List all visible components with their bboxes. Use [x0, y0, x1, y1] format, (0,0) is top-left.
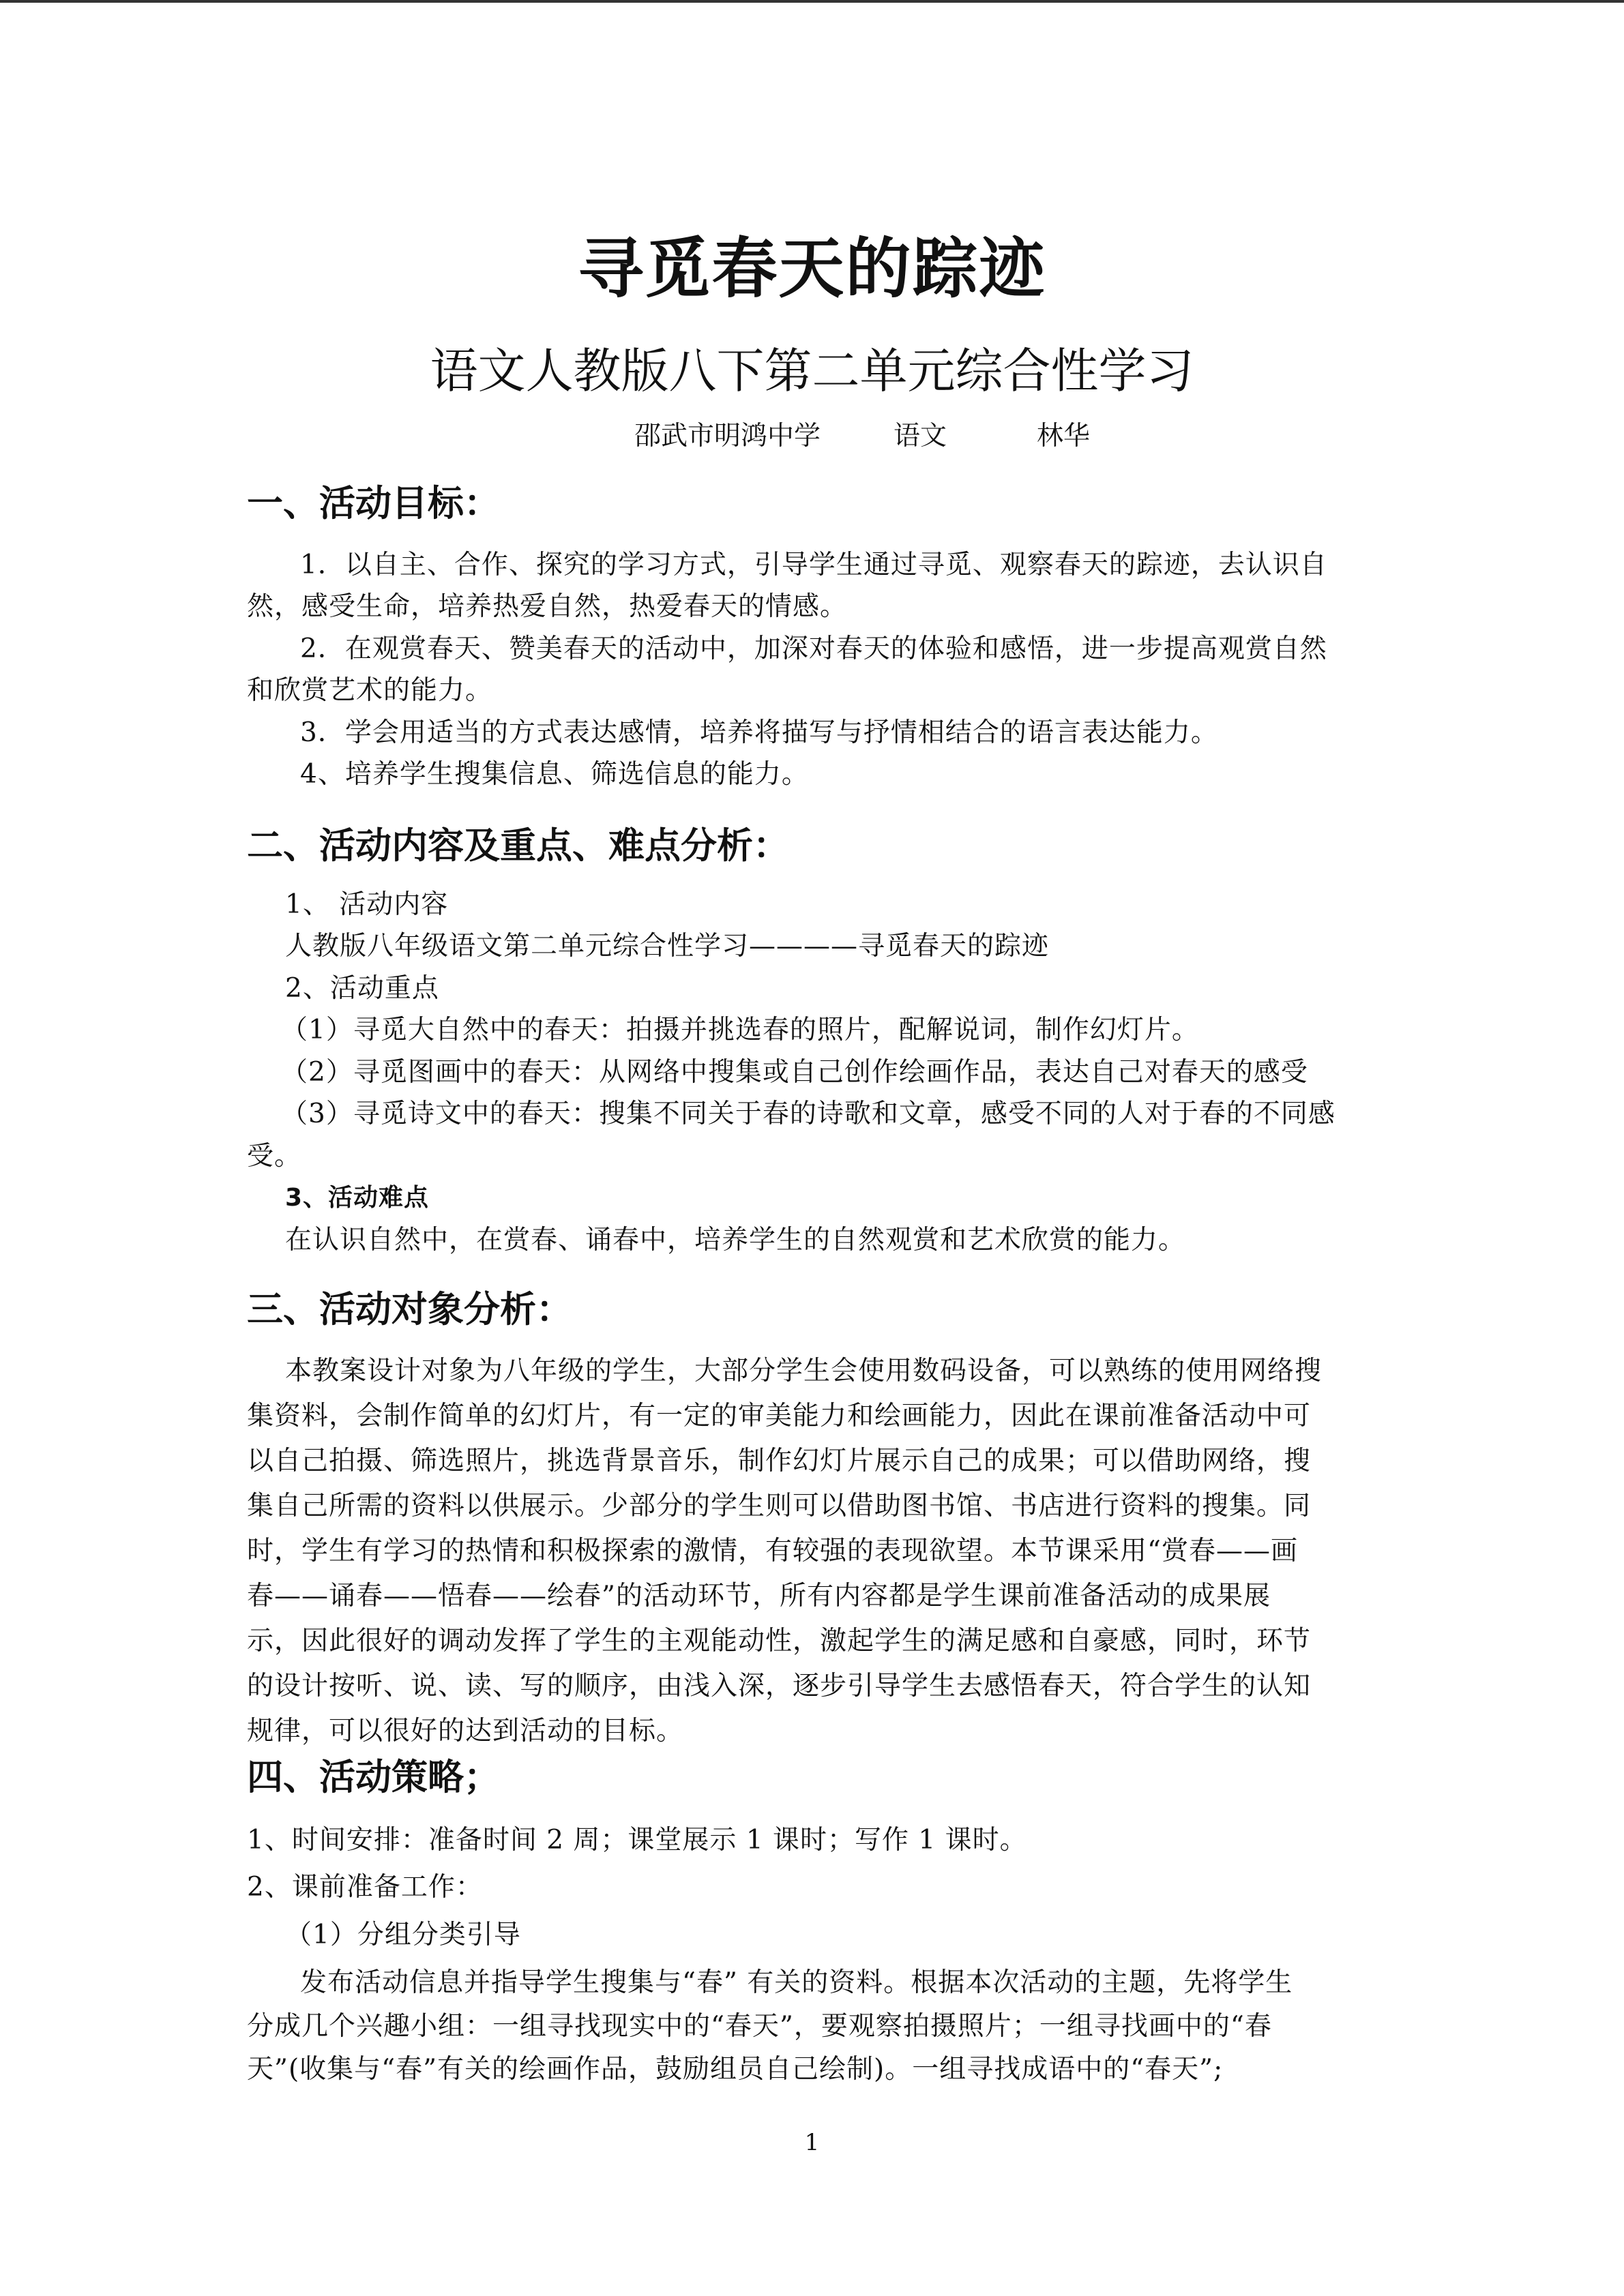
paragraph-line: 示，因此很好的调动发挥了学生的主观能动性，激起学生的满足感和自豪感，同时，环节	[247, 1626, 1312, 1656]
paragraph-line: 集自己所需的资料以供展示。少部分的学生则可以借助图书馆、书店进行资料的搜集。同	[247, 1491, 1312, 1521]
paragraph-line: 的设计按听、说、读、写的顺序，由浅入深，逐步引导学生去感悟春天，符合学生的认知	[247, 1671, 1312, 1701]
paragraph-line: 在认识自然中，在赏春、诵春中，培养学生的自然观赏和艺术欣赏的能力。	[285, 1225, 1186, 1255]
paragraph-line: 时，学生有学习的热情和积极探索的激情，有较强的表现欲望。本节课采用“赏春——画	[247, 1536, 1298, 1566]
paragraph-line-bold: 3、活动难点	[285, 1184, 430, 1212]
author-school: 邵武市明鸿中学	[634, 421, 821, 451]
paragraph-line: （1）分组分类引导	[285, 1920, 521, 1950]
paragraph-line: 2．在观赏春天、赞美春天的活动中，加深对春天的体验和感悟，进一步提高观赏自然	[300, 633, 1327, 664]
page-number: 1	[804, 2129, 820, 2156]
paragraph-line: （3）寻觅诗文中的春天：搜集不同关于春的诗歌和文章，感受不同的人对于春的不同感	[281, 1099, 1335, 1129]
paragraph-line: 3．学会用适当的方式表达感情，培养将描写与抒情相结合的语言表达能力。	[300, 717, 1218, 748]
paragraph-line: 1、 活动内容	[285, 889, 449, 920]
paragraph-line: （1）寻觅大自然中的春天：拍摄并挑选春的照片，配解说词，制作幻灯片。	[281, 1015, 1199, 1045]
paragraph-line: （2）寻觅图画中的春天：从网络中搜集或自己创作绘画作品，表达自己对春天的感受	[281, 1057, 1308, 1088]
paragraph-line: 受。	[247, 1141, 302, 1172]
paragraph-line: 以自己拍摄、筛选照片，挑选背景音乐，制作幻灯片展示自己的成果；可以借助网络，搜	[247, 1446, 1312, 1476]
paragraph-line: 规律，可以很好的达到活动的目标。	[247, 1716, 684, 1746]
author-name: 林华	[1037, 421, 1091, 451]
paragraph-line: 和欣赏艺术的能力。	[247, 675, 493, 706]
document-subtitle: 语文人教版八下第二单元综合性学习	[430, 343, 1194, 399]
paragraph-line: 1．以自主、合作、探究的学习方式，引导学生通过寻觅、观察春天的踪迹，去认识自	[300, 550, 1327, 580]
paragraph-line: 分成几个兴趣小组：一组寻找现实中的“春天”，要观察拍摄照片；一组寻找画中的“春	[247, 2011, 1272, 2042]
paragraph-line: 集资料，会制作简单的幻灯片，有一定的审美能力和绘画能力，因此在课前准备活动中可	[247, 1401, 1312, 1431]
paragraph-line: 然，感受生命，培养热爱自然，热爱春天的情感。	[247, 591, 848, 622]
paragraph-line: 2、活动重点	[285, 973, 439, 1004]
paragraph-line: 2、课前准备工作：	[247, 1872, 483, 1903]
document-title: 寻觅春天的踪迹	[578, 230, 1046, 307]
paragraph-line: 4、培养学生搜集信息、筛选信息的能力。	[300, 759, 809, 790]
section-heading: 四、活动策略；	[247, 1757, 500, 1798]
top-border-line	[0, 0, 1624, 3]
section-heading: 一、活动目标：	[247, 483, 500, 524]
paragraph-line: 本教案设计对象为八年级的学生，大部分学生会使用数码设备，可以熟练的使用网络搜	[285, 1356, 1323, 1386]
paragraph-line: 天”(收集与“春”有关的绘画作品，鼓励组员自己绘制)。一组寻找成语中的“春天”;	[247, 2054, 1224, 2085]
author-subject: 语文	[894, 421, 947, 451]
paragraph-line: 发布活动信息并指导学生搜集与“春” 有关的资料。根据本次活动的主题，先将学生	[300, 1967, 1293, 1998]
section-heading: 三、活动对象分析：	[247, 1289, 572, 1330]
paragraph-line: 春——诵春——悟春——绘春”的活动环节，所有内容都是学生课前准备活动的成果展	[247, 1581, 1271, 1611]
paragraph-line: 人教版八年级语文第二单元综合性学习————寻觅春天的踪迹	[285, 931, 1050, 961]
paragraph-line: 1、时间安排：准备时间 2 周；课堂展示 1 课时；写作 1 课时。	[247, 1825, 1027, 1855]
section-heading: 二、活动内容及重点、难点分析：	[247, 825, 789, 867]
